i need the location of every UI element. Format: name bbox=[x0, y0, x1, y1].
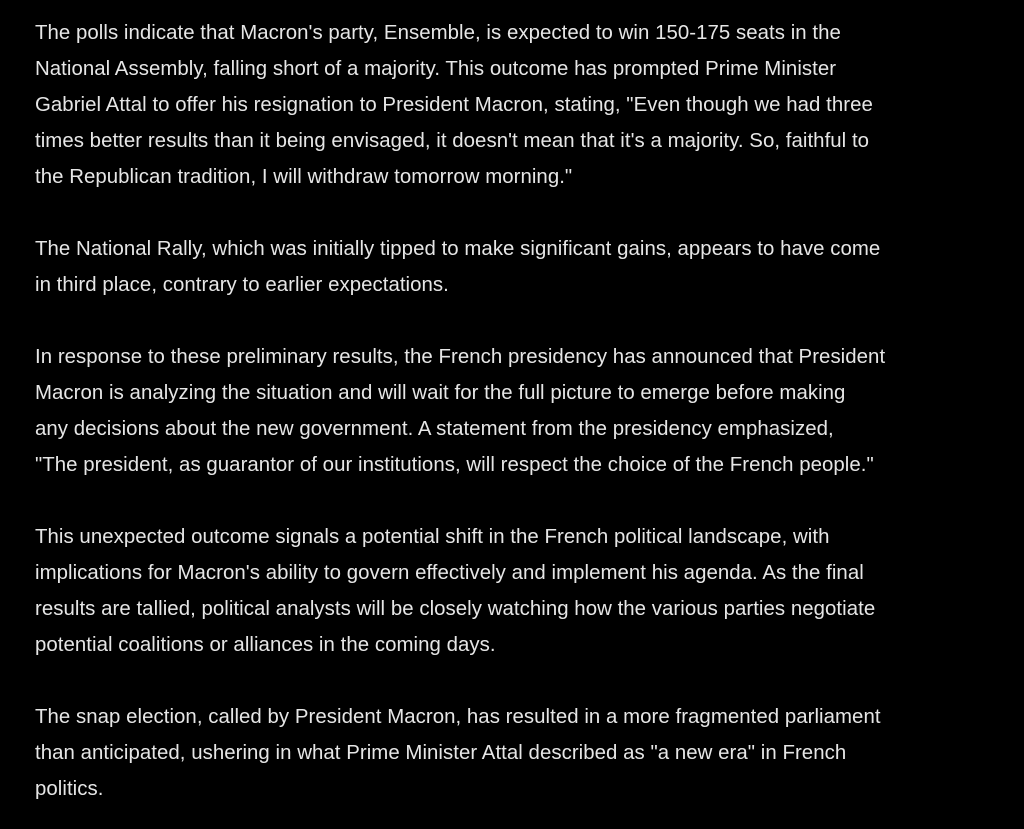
text-line: in third place, contrary to earlier expectations. bbox=[35, 274, 449, 296]
text-line: potential coalitions or alliances in the coming days. bbox=[35, 634, 496, 656]
paragraph-political-shift bbox=[35, 519, 995, 663]
text-line: politics. bbox=[35, 778, 104, 800]
paragraph-national-rally bbox=[35, 231, 995, 303]
text-line: The snap election, called by President Macron, has resulted in a more fragmented parliament bbox=[35, 706, 881, 728]
text-line: Gabriel Attal to offer his resignation to President Macron, stating, "Even though we had three bbox=[35, 94, 873, 116]
text-line: Macron is analyzing the situation and will wait for the full picture to emerge before making bbox=[35, 382, 846, 404]
text-line: implications for Macron's ability to govern effectively and implement his agenda. As the final bbox=[35, 562, 864, 584]
text-line: "The president, as guarantor of our institutions, will respect the choice of the French people." bbox=[35, 454, 874, 476]
text-line: National Assembly, falling short of a majority. This outcome has prompted Prime Minister bbox=[35, 58, 837, 80]
text-line: than anticipated, ushering in what Prime Minister Attal described as "a new era" in French bbox=[35, 742, 847, 764]
text-line: results are tallied, political analysts will be closely watching how the various parties negotiate bbox=[35, 598, 876, 620]
text-line: any decisions about the new government. A statement from the presidency emphasized, bbox=[35, 418, 834, 440]
paragraph-polls bbox=[35, 15, 995, 195]
paragraph-snap-election bbox=[35, 699, 995, 807]
text-line: In response to these preliminary results, the French presidency has announced that President bbox=[35, 346, 886, 368]
text-line: times better results than it being envisaged, it doesn't mean that it's a majority. So, faithful to bbox=[35, 130, 870, 152]
text-line: The polls indicate that Macron's party, Ensemble, is expected to win 150-175 seats in the bbox=[35, 22, 841, 44]
article-body bbox=[35, 15, 995, 807]
text-line: the Republican tradition, I will withdraw tomorrow morning." bbox=[35, 166, 573, 188]
text-line: This unexpected outcome signals a potential shift in the French political landscape, with bbox=[35, 526, 830, 548]
paragraph-presidency-response bbox=[35, 339, 995, 483]
text-line: The National Rally, which was initially tipped to make significant gains, appears to have come bbox=[35, 238, 881, 260]
